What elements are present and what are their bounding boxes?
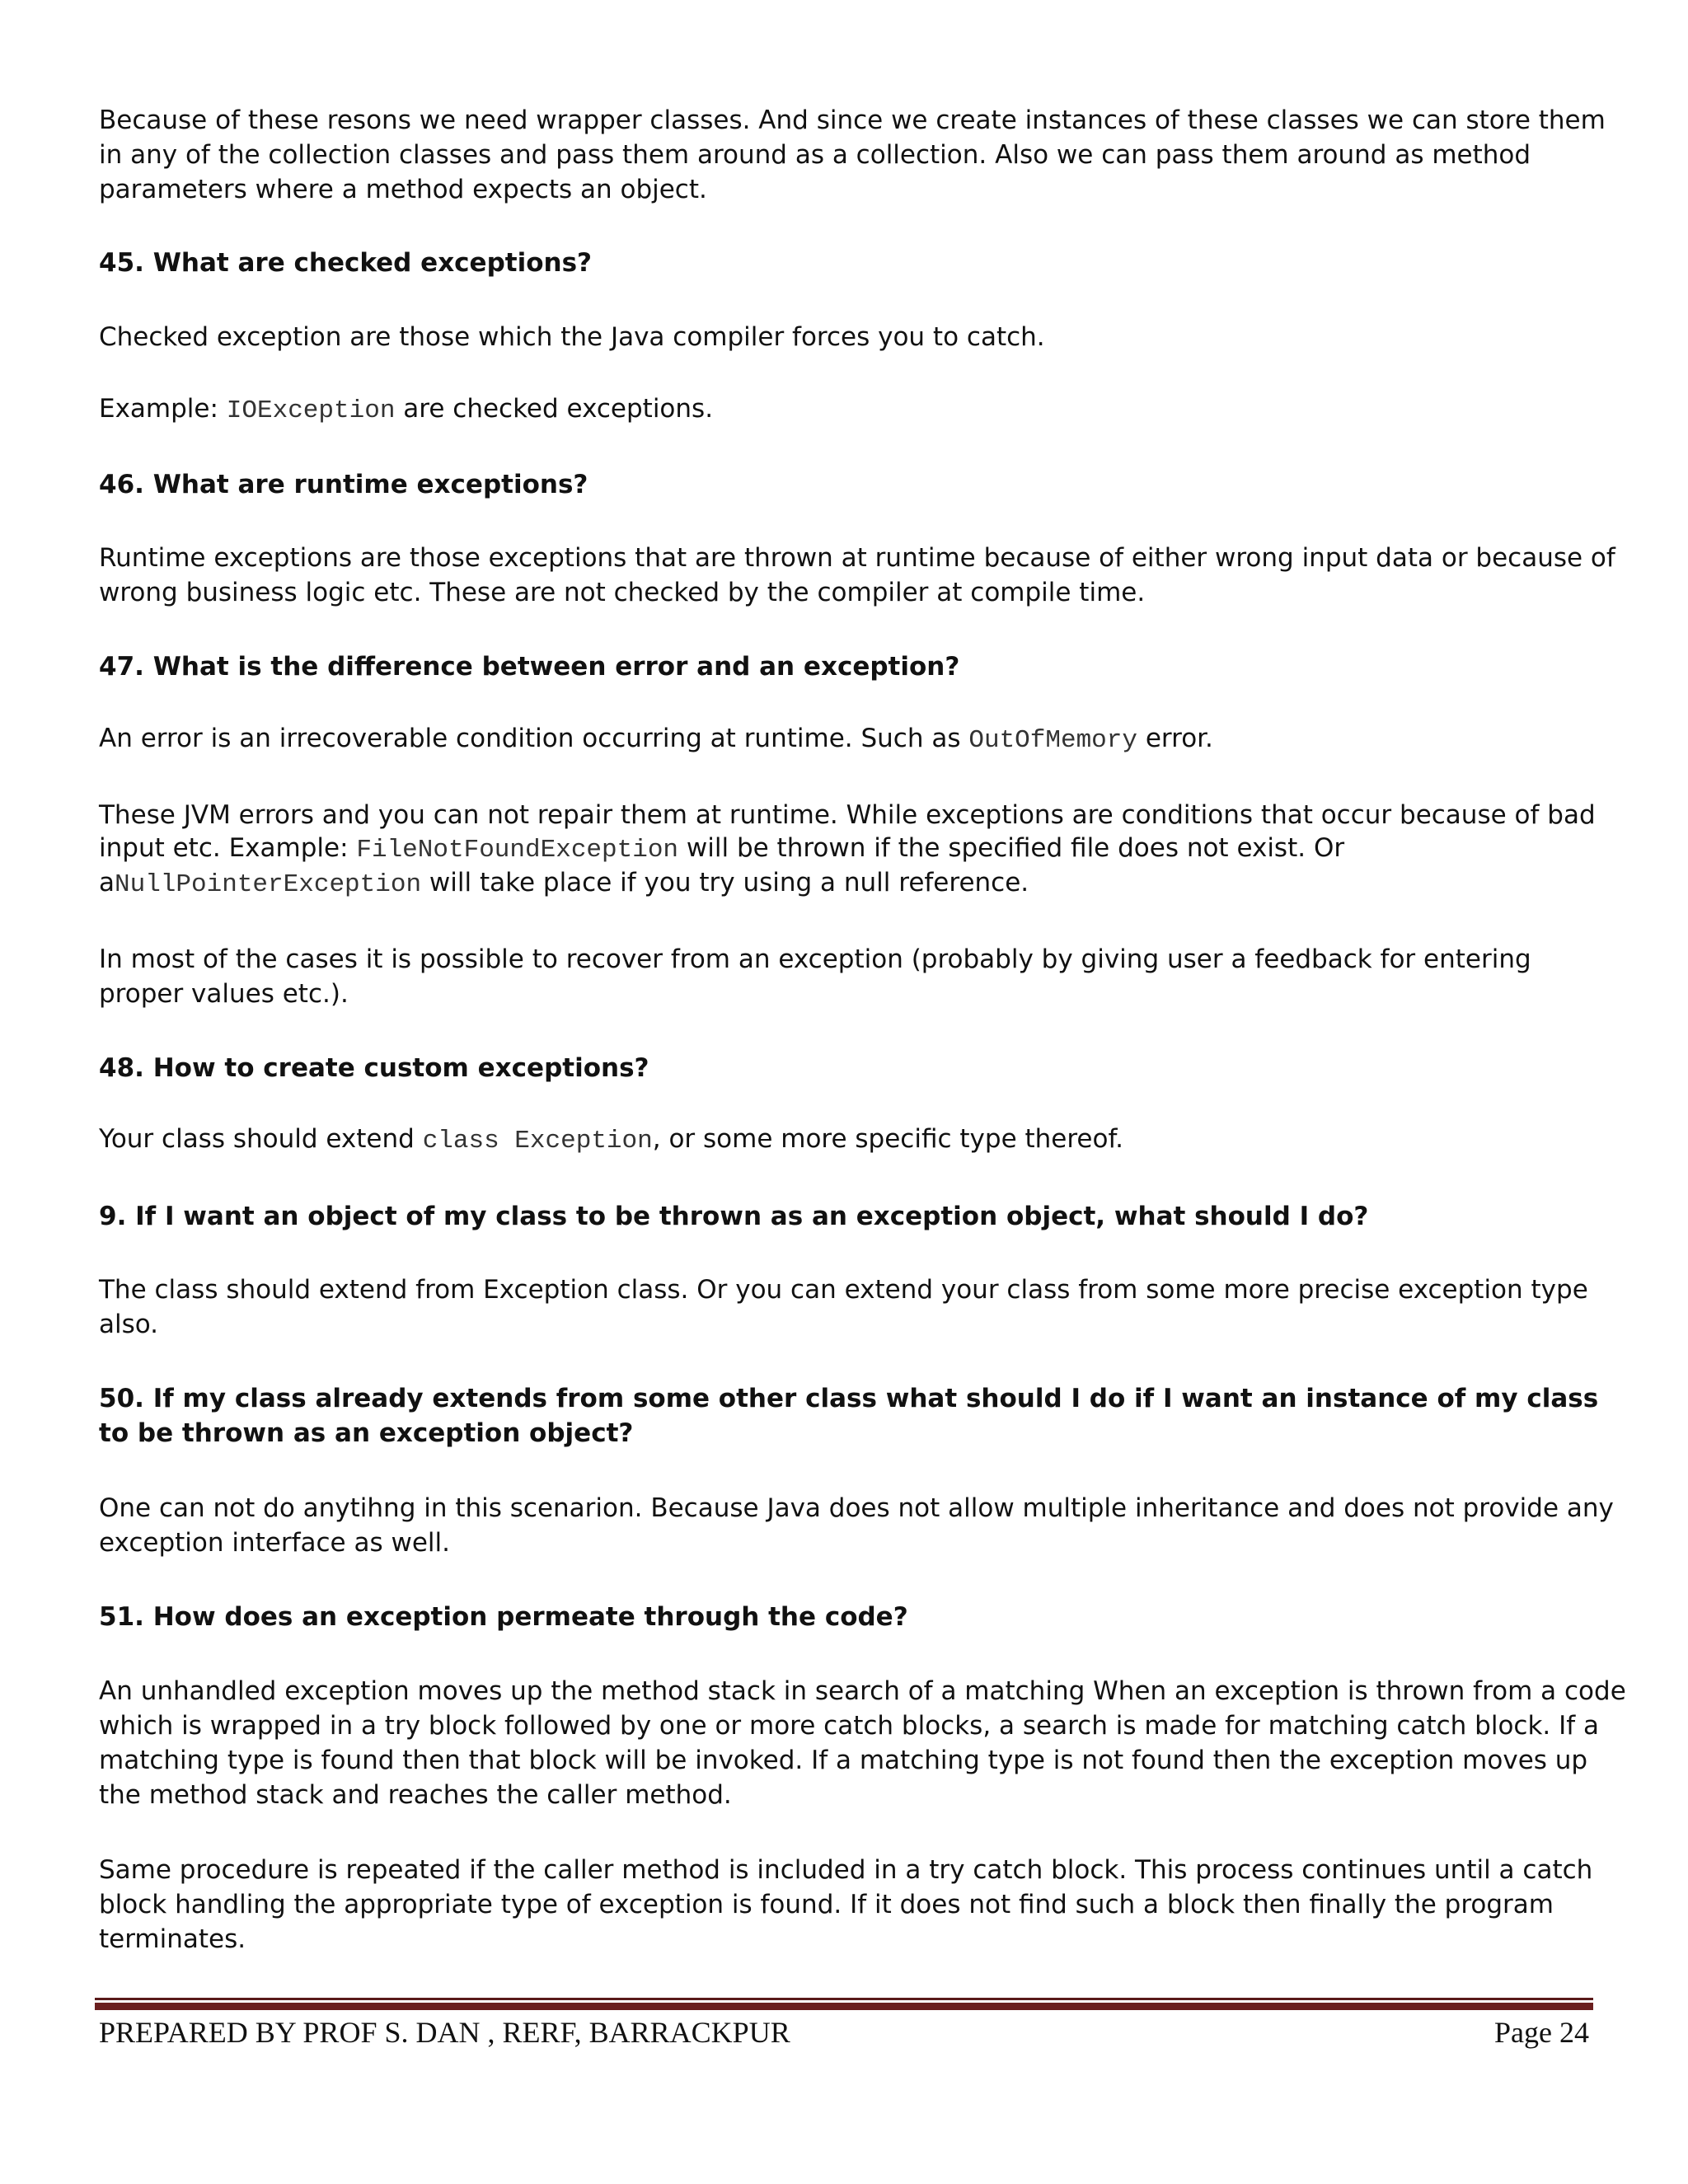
answer-line: One can not do anytihng in this scenarion. Because Java does not allow multiple inheritance and does not provide any [99,1493,1614,1523]
text-run: error. [1137,724,1213,753]
text-run: Example: [99,394,227,424]
answer-line: These JVM errors and you can not repair them at runtime. While exceptions are conditions that occur because of bad [99,800,1596,830]
answer-line: also. [99,1310,159,1339]
answer-line: exception interface as well. [99,1528,450,1558]
text-run: Your class should extend [99,1124,423,1154]
question-heading: 47. What is the difference between error and an exception? [99,652,960,682]
inline-code: FileNotFoundException [356,836,679,865]
answer-line [99,866,1029,902]
answer-line [99,722,1213,757]
inline-code: NullPointerException [115,870,422,899]
text-run: are checked exceptions. [395,394,714,424]
answer-line: wrong business logic etc. These are not checked by the compiler at compile time. [99,578,1146,607]
question-heading: to be thrown as an exception object? [99,1418,634,1448]
answer-line: An unhandled exception moves up the method stack in search of a matching When an exception is thrown from a code [99,1676,1626,1706]
answer-line [99,1122,1123,1158]
text-run: , or some more specific type thereof. [652,1124,1123,1154]
example-line [99,392,713,428]
question-heading: 45. What are checked exceptions? [99,248,593,278]
answer-line: terminates. [99,1924,246,1954]
text-run: input etc. Example: [99,833,357,863]
answer-line: proper values etc.). [99,979,349,1009]
question-heading: 46. What are runtime exceptions? [99,470,588,499]
answer-line: Checked exception are those which the Java compiler forces you to catch. [99,322,1045,352]
answer-line: In most of the cases it is possible to recover from an exception (probably by giving user a feedback for entering [99,944,1531,974]
text-run: a [99,868,115,898]
answer-line: Runtime exceptions are those exceptions that are thrown at runtime because of either wrong input data or because of [99,543,1615,573]
text-run: will take place if you try using a null reference. [421,868,1029,898]
question-heading: 50. If my class already extends from some other class what should I do if I want an instance of my class [99,1384,1599,1413]
paragraph-line: Because of these resons we need wrapper classes. And since we create instances of these classes we can store them [99,105,1606,135]
answer-line [99,832,1344,867]
text-run: will be thrown if the specified file does not exist. Or [678,833,1345,863]
footer-divider [95,2003,1593,2010]
page-number: Page 24 [1494,2016,1589,2049]
paragraph-line: in any of the collection classes and pass them around as a collection. Also we can pass them around as method [99,140,1531,170]
question-heading: 48. How to create custom exceptions? [99,1053,649,1083]
question-heading: 51. How does an exception permeate through the code? [99,1602,908,1632]
text-run: An error is an irrecoverable condition occurring at runtime. Such as [99,724,969,753]
answer-line: The class should extend from Exception class. Or you can extend your class from some more precise exception type [99,1275,1588,1305]
footer-author: PREPARED BY PROF S. DAN , RERF, BARRACKPUR [99,2016,790,2049]
answer-line: the method stack and reaches the caller method. [99,1780,732,1810]
answer-line: which is wrapped in a try block followed by one or more catch blocks, a search is made for matching catch block. If a [99,1711,1600,1741]
question-heading: 9. If I want an object of my class to be thrown as an exception object, what should I do? [99,1202,1369,1231]
inline-code: class Exception [422,1127,653,1155]
paragraph-line: parameters where a method expects an object. [99,175,707,204]
footer-divider [95,1998,1593,2000]
answer-line: Same procedure is repeated if the caller method is included in a try catch block. This process continues until a catch [99,1855,1593,1885]
inline-code: IOException [226,396,396,425]
answer-line: matching type is found then that block will be invoked. If a matching type is not found then the exception moves up [99,1746,1588,1775]
inline-code: OutOfMemory [968,726,1137,755]
answer-line: block handling the appropriate type of exception is found. If it does not find such a block then finally the program [99,1890,1554,1919]
